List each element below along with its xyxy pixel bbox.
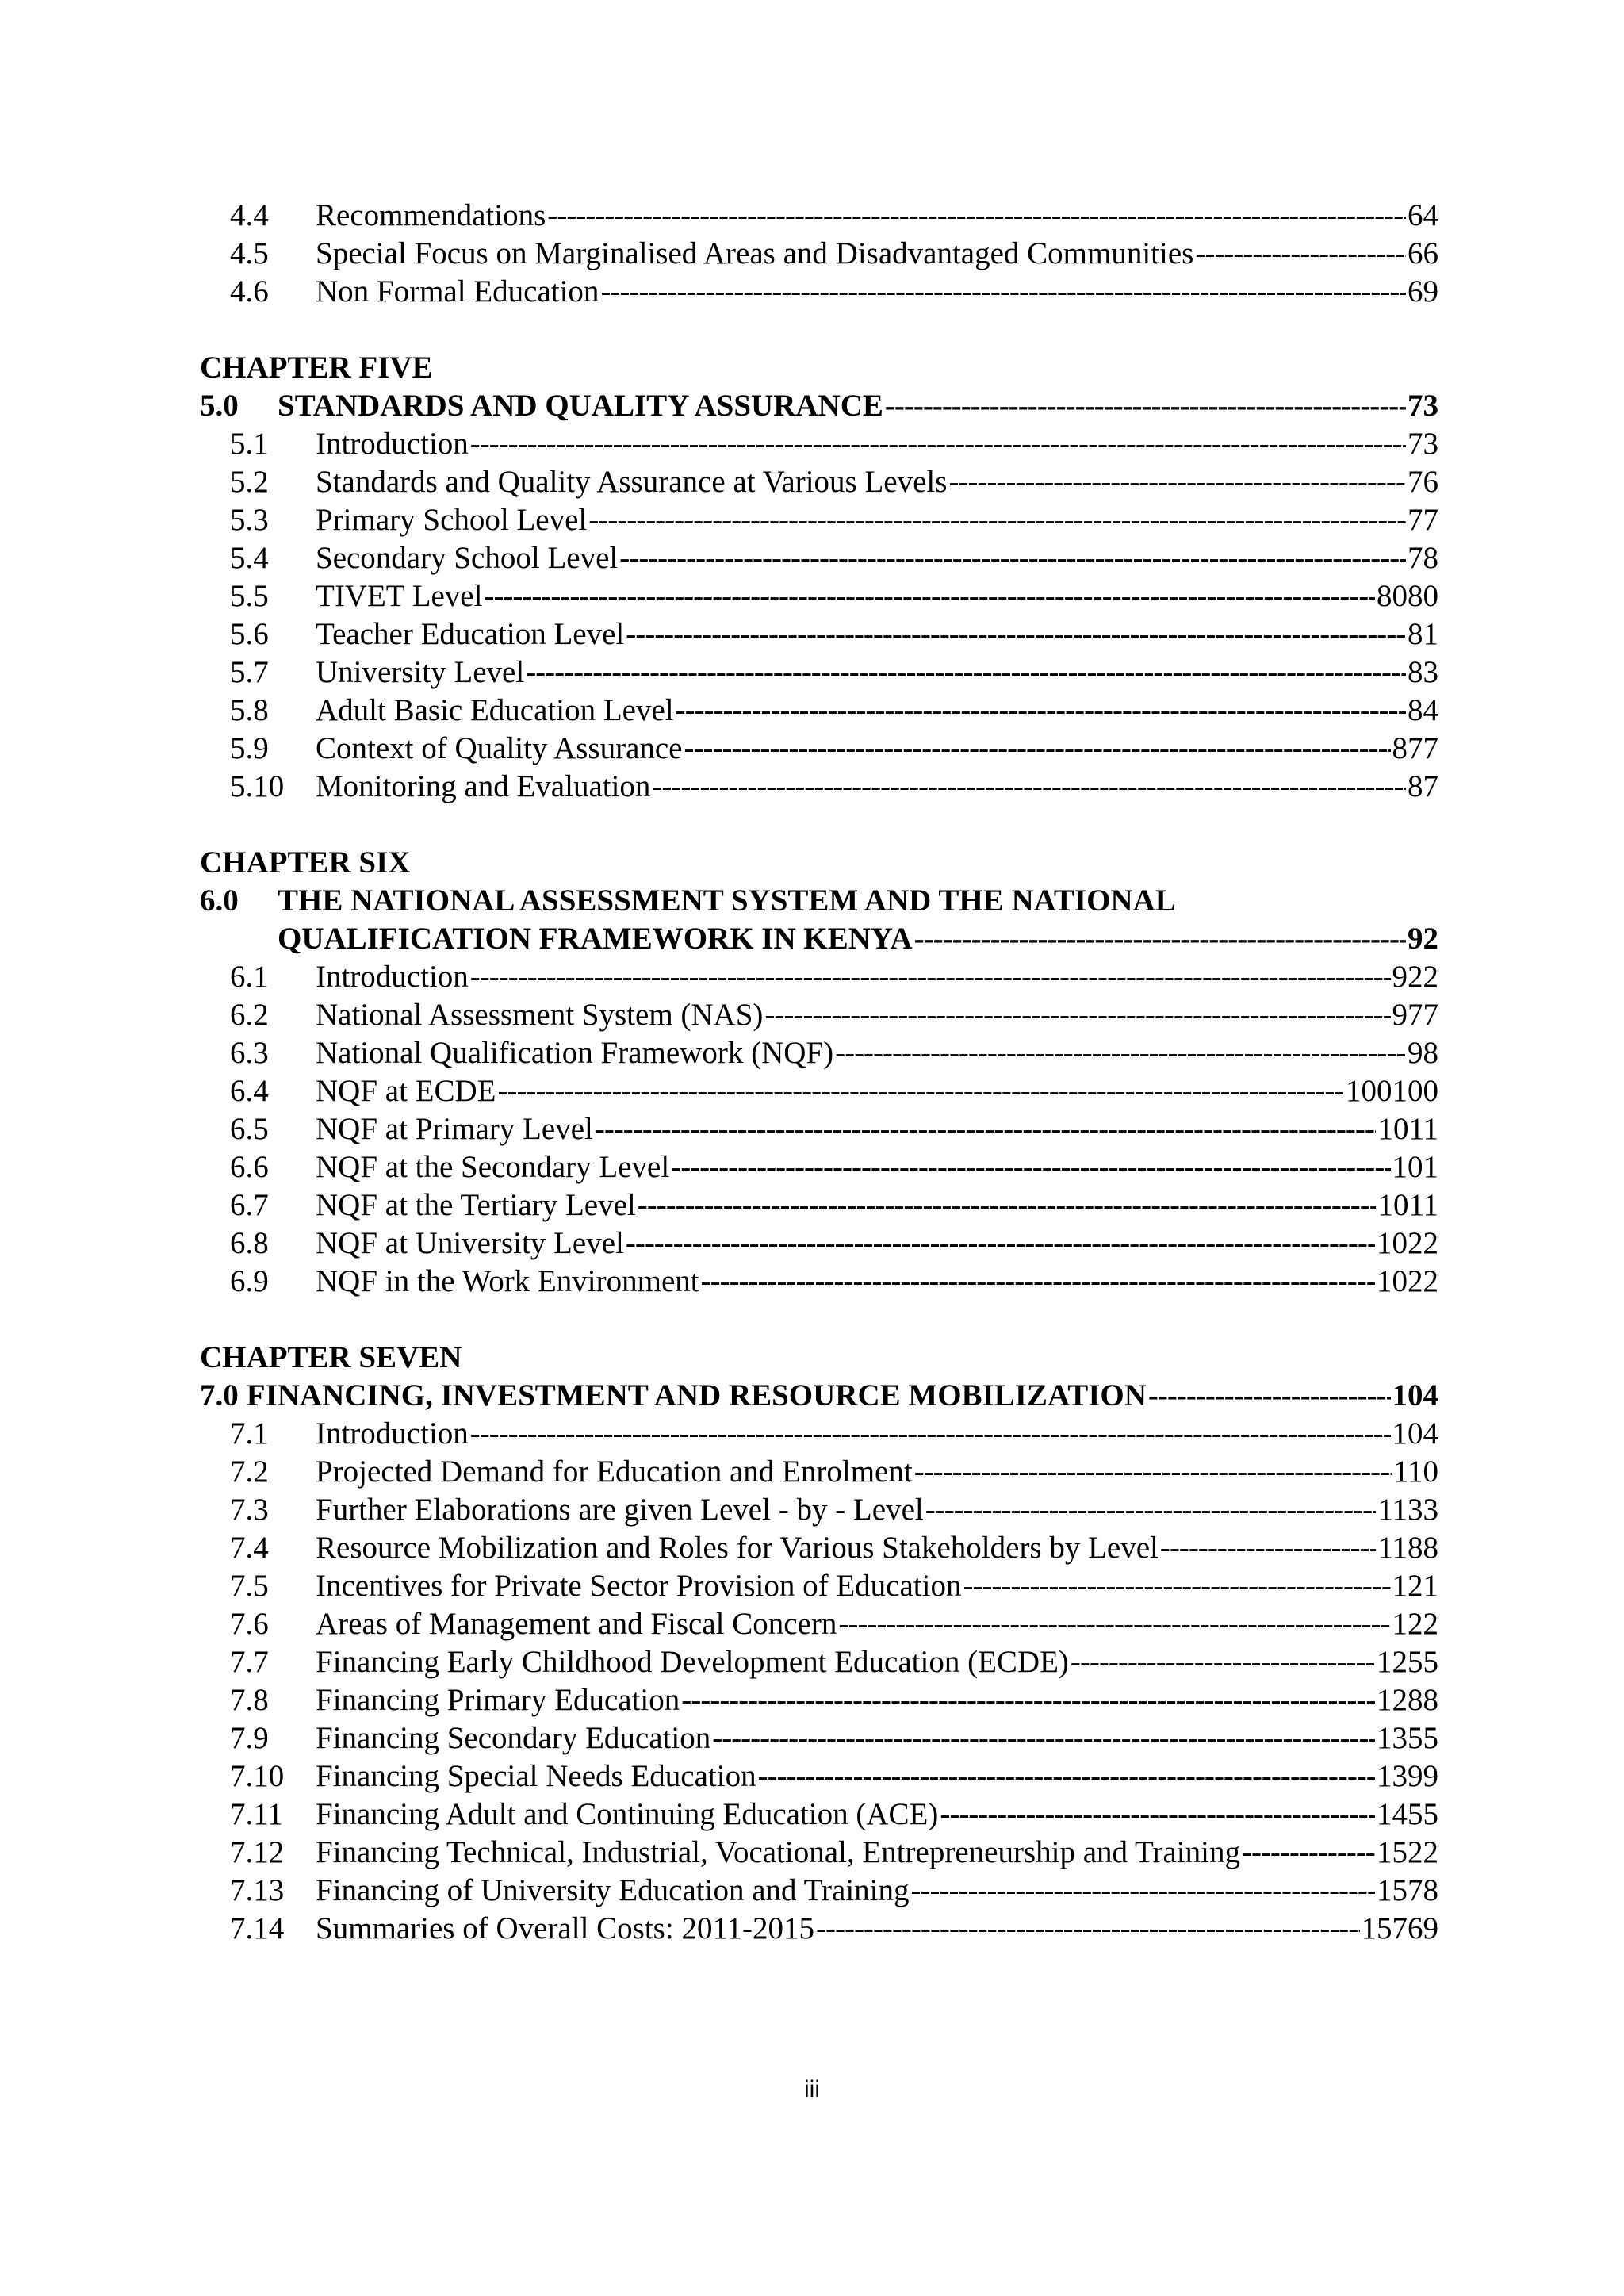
toc-entry-7-2[interactable]	[200, 1453, 1438, 1491]
toc-entry-number: 6.5	[230, 1112, 269, 1146]
toc-entry-page: 1133	[1377, 1493, 1438, 1527]
toc-entry-title: Introduction	[316, 960, 469, 994]
toc-entry-number: 6.1	[230, 960, 269, 994]
toc-entry-title: Summaries of Overall Costs: 2011-2015	[316, 1911, 814, 1945]
toc-entry-number: 7.11	[230, 1797, 283, 1831]
chapter-label: CHAPTER FIVE	[200, 351, 433, 385]
toc-entry-page: 1288	[1377, 1683, 1438, 1717]
toc-entry-title: Financing of University Education and Training	[316, 1873, 910, 1907]
toc-entry-title: Non Formal Education	[316, 274, 599, 309]
toc-entry-title: NQF at the Secondary Level	[316, 1150, 670, 1184]
toc-entry-6-3[interactable]	[200, 1034, 1438, 1072]
dot-leader	[914, 920, 1406, 958]
chapter-heading-7-0[interactable]	[200, 1377, 1438, 1415]
toc-entry-page: 104	[1392, 1416, 1438, 1451]
toc-entry-number: 7.8	[230, 1683, 269, 1717]
toc-entry-title: Introduction	[316, 427, 469, 461]
dot-leader	[626, 615, 1406, 654]
dot-leader	[1195, 235, 1406, 273]
toc-entry-7-1[interactable]	[200, 1415, 1438, 1453]
toc-entry-7-12[interactable]	[200, 1834, 1438, 1872]
toc-entry-page: 69	[1408, 274, 1438, 309]
toc-entry-number: 7.6	[230, 1607, 269, 1641]
toc-entry-page: 1455	[1377, 1797, 1438, 1831]
toc-entry-5-6[interactable]	[200, 615, 1438, 654]
toc-entry-page: 78	[1408, 541, 1438, 575]
dot-leader	[835, 1034, 1406, 1072]
toc-entry-number: 6.0	[200, 884, 239, 918]
toc-entry-title: Recommendations	[316, 198, 546, 232]
toc-entry-page: 87	[1408, 769, 1438, 803]
toc-entry-number: 7.9	[230, 1721, 269, 1755]
dot-leader	[600, 273, 1406, 311]
toc-entry-7-6[interactable]	[200, 1605, 1438, 1643]
toc-entry-number: 6.2	[230, 998, 269, 1032]
toc-entry-number: 5.5	[230, 579, 269, 613]
toc-entry-number: 5.6	[230, 617, 269, 651]
toc-entry-number: 7.13	[230, 1873, 285, 1907]
toc-entry-page: 1255	[1377, 1645, 1438, 1679]
toc-entry-number: 7.2	[230, 1455, 269, 1489]
toc-entry-title: Projected Demand for Education and Enrolment	[316, 1455, 913, 1489]
page-number: iii	[804, 2076, 820, 2102]
dot-leader	[498, 1072, 1345, 1110]
toc-entry-7-13[interactable]	[200, 1872, 1438, 1910]
chapter-heading-6-0-line2[interactable]	[200, 920, 1438, 958]
dot-leader	[638, 1186, 1377, 1225]
toc-entry-5-7[interactable]	[200, 654, 1438, 692]
toc-entry-6-2[interactable]	[200, 996, 1438, 1034]
toc-entry-number: 5.9	[230, 731, 269, 765]
toc-entry-title: STANDARDS AND QUALITY ASSURANCE	[278, 389, 883, 423]
toc-entry-title: Incentives for Private Sector Provision of Education	[316, 1569, 962, 1603]
toc-entry-number: 7.5	[230, 1569, 269, 1603]
toc-entry-title: NQF in the Work Environment	[316, 1264, 699, 1298]
toc-entry-number: 5.7	[230, 655, 269, 689]
dot-leader	[940, 1796, 1375, 1834]
dot-leader	[652, 768, 1406, 806]
toc-entry-5-9[interactable]	[200, 730, 1438, 768]
toc-entry-page: 1011	[1377, 1112, 1438, 1146]
toc-entry-title: Special Focus on Marginalised Areas and Disadvantaged Communities	[316, 236, 1194, 270]
toc-entry-page: 1022	[1377, 1226, 1438, 1260]
toc-entry-page: 8080	[1377, 579, 1438, 613]
dot-leader	[681, 1681, 1375, 1719]
toc-entry-page: 83	[1408, 655, 1438, 689]
toc-entry-4-5[interactable]	[200, 235, 1438, 273]
dot-leader	[1148, 1377, 1391, 1415]
dot-leader	[764, 996, 1390, 1034]
dot-leader	[547, 197, 1406, 235]
toc-entry-page: 121	[1392, 1569, 1438, 1603]
toc-entry-number: 7.4	[230, 1531, 269, 1565]
toc-entry-title: Secondary School Level	[316, 541, 619, 575]
dot-leader	[484, 577, 1375, 615]
toc-entry-5-2[interactable]	[200, 463, 1438, 501]
toc-entry-title: Further Elaborations are given Level - by - Level	[316, 1493, 924, 1527]
toc-entry-number: 5.10	[230, 769, 285, 803]
toc-entry-page: 1022	[1377, 1264, 1438, 1298]
dot-leader	[526, 654, 1406, 692]
dot-leader	[671, 1148, 1390, 1186]
toc-entry-title: Standards and Quality Assurance at Various Levels	[316, 465, 948, 499]
toc-entry-page: 1188	[1377, 1531, 1438, 1565]
dot-leader	[712, 1719, 1375, 1757]
chapter-heading-5-0[interactable]	[200, 387, 1438, 425]
toc-entry-page: 15769	[1361, 1911, 1438, 1945]
dot-leader	[619, 539, 1406, 577]
toc-entry-title: Resource Mobilization and Roles for Various Stakeholders by Level	[316, 1531, 1159, 1565]
toc-entry-page: 77	[1408, 503, 1438, 537]
toc-entry-number: 5.1	[230, 427, 269, 461]
toc-entry-number: 5.4	[230, 541, 269, 575]
dot-leader	[684, 730, 1391, 768]
toc-entry-7-10[interactable]	[200, 1757, 1438, 1796]
dot-leader	[948, 463, 1406, 501]
toc-entry-page: 64	[1408, 198, 1438, 232]
toc-entry-6-4[interactable]	[200, 1072, 1438, 1110]
toc-entry-number: 7.1	[230, 1416, 269, 1451]
toc-entry-number: 6.7	[230, 1188, 269, 1222]
toc-entry-number: 7.14	[230, 1911, 285, 1945]
toc-entry-5-10[interactable]	[200, 768, 1438, 806]
toc-entry-number: 7.10	[230, 1759, 285, 1793]
toc-entry-6-6[interactable]	[200, 1148, 1438, 1186]
chapter-heading-6-0-line1[interactable]	[200, 882, 1176, 920]
dot-leader	[885, 387, 1406, 425]
toc-entry-5-4[interactable]	[200, 539, 1438, 577]
toc-entry-number: 5.2	[230, 465, 269, 499]
toc-entry-7-7[interactable]	[200, 1643, 1438, 1681]
dot-leader	[1242, 1834, 1375, 1872]
dot-leader	[925, 1491, 1377, 1529]
toc-entry-7-8[interactable]	[200, 1681, 1438, 1719]
dot-leader	[595, 1110, 1377, 1148]
toc-entry-page: 73	[1408, 389, 1438, 423]
toc-entry-title: Adult Basic Education Level	[316, 693, 674, 727]
dot-leader	[914, 1453, 1392, 1491]
toc-entry-page: 92	[1408, 922, 1438, 956]
toc-entry-7-14[interactable]	[200, 1910, 1438, 1948]
dot-leader	[470, 1415, 1391, 1453]
toc-entry-page: 977	[1392, 998, 1438, 1032]
toc-entry-7-5[interactable]	[200, 1567, 1438, 1605]
toc-entry-number: 4.4	[230, 198, 269, 232]
toc-entry-title: Monitoring and Evaluation	[316, 769, 651, 803]
toc-entry-page: 98	[1408, 1036, 1438, 1070]
chapter-label: CHAPTER SEVEN	[200, 1340, 462, 1374]
toc-entry-page: 877	[1392, 731, 1438, 765]
toc-entry-page: 100100	[1346, 1074, 1438, 1108]
toc-entry-7-3[interactable]	[200, 1491, 1438, 1529]
toc-entry-page: 110	[1392, 1455, 1438, 1489]
toc-entry-page: 1011	[1377, 1188, 1438, 1222]
toc-entry-page: 66	[1408, 236, 1438, 270]
toc-entry-page: 104	[1392, 1378, 1438, 1412]
toc-entry-number: 7.3	[230, 1493, 269, 1527]
dot-leader	[701, 1263, 1375, 1301]
toc-entry-page: 76	[1408, 465, 1438, 499]
dot-leader	[588, 501, 1406, 539]
toc-entry-page: 1355	[1377, 1721, 1438, 1755]
dot-leader	[626, 1225, 1375, 1263]
toc-entry-page: 84	[1408, 693, 1438, 727]
toc-entry-title: National Assessment System (NAS)	[316, 998, 764, 1032]
toc-entry-5-5[interactable]	[200, 577, 1438, 615]
dot-leader	[963, 1567, 1390, 1605]
toc-entry-page: 122	[1392, 1607, 1438, 1641]
dot-leader	[816, 1910, 1360, 1948]
dot-leader	[470, 425, 1406, 463]
toc-entry-title: National Qualification Framework (NQF)	[316, 1036, 834, 1070]
toc-entry-6-1[interactable]	[200, 958, 1438, 996]
toc-entry-title: University Level	[316, 655, 525, 689]
toc-entry-title: FINANCING, INVESTMENT AND RESOURCE MOBILIZATION	[246, 1378, 1147, 1412]
toc-entry-page: 1578	[1377, 1873, 1438, 1907]
toc-entry-page: 922	[1392, 960, 1438, 994]
dot-leader	[676, 692, 1406, 730]
toc-entry-number: 7.7	[230, 1645, 269, 1679]
toc-entry-title: Teacher Education Level	[316, 617, 625, 651]
toc-entry-number: 5.0	[200, 389, 239, 423]
toc-entry-page: 1522	[1377, 1835, 1438, 1869]
toc-entry-5-3[interactable]	[200, 501, 1438, 539]
toc-entry-title: QUALIFICATION FRAMEWORK IN KENYA	[278, 922, 913, 956]
toc-entry-number: 5.8	[230, 693, 269, 727]
toc-entry-4-4[interactable]	[200, 197, 1438, 235]
toc-entry-title: NQF at Primary Level	[316, 1112, 593, 1146]
toc-entry-title: NQF at the Tertiary Level	[316, 1188, 636, 1222]
dot-leader	[470, 958, 1391, 996]
toc-entry-title: THE NATIONAL ASSESSMENT SYSTEM AND THE NATIONAL	[278, 884, 1176, 918]
dot-leader	[838, 1605, 1390, 1643]
toc-entry-title: TIVET Level	[316, 579, 483, 613]
toc-entry-number: 4.6	[230, 274, 269, 309]
toc-entry-title: Financing Primary Education	[316, 1683, 680, 1717]
toc-entry-6-7[interactable]	[200, 1186, 1438, 1225]
toc-entry-number: 7.12	[230, 1835, 285, 1869]
dot-leader	[911, 1872, 1375, 1910]
toc-entry-number: 6.6	[230, 1150, 269, 1184]
toc-entry-page: 101	[1392, 1150, 1438, 1184]
toc-entry-number: 6.9	[230, 1264, 269, 1298]
toc-entry-7-11[interactable]	[200, 1796, 1438, 1834]
toc-entry-4-6[interactable]	[200, 273, 1438, 311]
toc-entry-page: 1399	[1377, 1759, 1438, 1793]
toc-entry-title: Financing Early Childhood Development Education (ECDE)	[316, 1645, 1069, 1679]
toc-entry-page: 73	[1408, 427, 1438, 461]
toc-entry-title: NQF at University Level	[316, 1226, 624, 1260]
dot-leader	[1160, 1529, 1377, 1567]
toc-entry-title: Introduction	[316, 1416, 469, 1451]
toc-entry-title: Financing Technical, Industrial, Vocational, Entrepreneurship and Training	[316, 1835, 1240, 1869]
toc-entry-title: Primary School Level	[316, 503, 588, 537]
toc-entry-page: 81	[1408, 617, 1438, 651]
toc-entry-number: 6.8	[230, 1226, 269, 1260]
toc-entry-7-9[interactable]	[200, 1719, 1438, 1757]
dot-leader	[758, 1757, 1375, 1796]
toc-entry-5-1[interactable]	[200, 425, 1438, 463]
toc-entry-6-5[interactable]	[200, 1110, 1438, 1148]
toc-entry-title: NQF at ECDE	[316, 1074, 496, 1108]
toc-entry-number: 6.4	[230, 1074, 269, 1108]
toc-entry-6-9[interactable]	[200, 1263, 1438, 1301]
dot-leader	[1071, 1643, 1375, 1681]
toc-entry-title: Financing Adult and Continuing Education (ACE)	[316, 1797, 939, 1831]
toc-entry-title: Areas of Management and Fiscal Concern	[316, 1607, 837, 1641]
toc-entry-number: 4.5	[230, 236, 269, 270]
toc-entry-number: 7.0	[200, 1378, 239, 1412]
chapter-label: CHAPTER SIX	[200, 845, 411, 880]
toc-entry-number: 6.3	[230, 1036, 269, 1070]
toc-entry-7-4[interactable]	[200, 1529, 1438, 1567]
toc-entry-5-8[interactable]	[200, 692, 1438, 730]
toc-entry-6-8[interactable]	[200, 1225, 1438, 1263]
toc-entry-number: 5.3	[230, 503, 269, 537]
toc-entry-title: Context of Quality Assurance	[316, 731, 683, 765]
toc-entry-title: Financing Secondary Education	[316, 1721, 711, 1755]
toc-entry-title: Financing Special Needs Education	[316, 1759, 756, 1793]
